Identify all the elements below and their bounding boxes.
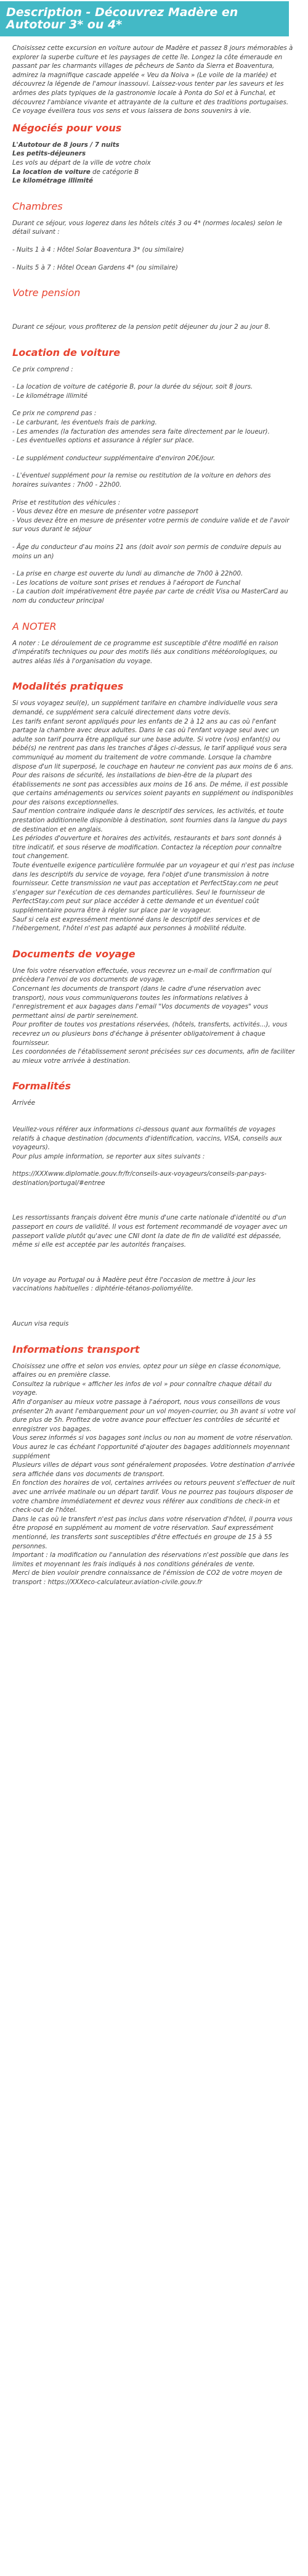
documents-heading: Documents de voyage xyxy=(12,947,136,960)
formalites-visa: Aucun visa requis xyxy=(12,1320,69,1328)
location-heading: Location de voiture xyxy=(12,346,121,358)
negocies-item: Les petits-déjeuners xyxy=(12,150,86,158)
modalites-paragraph: Les périodes d'ouverture et horaires des activités, restaurants et bars sont donnés à titre indicatif, et sous réserve de modification. Contactez la réception pour connaître tout changement. xyxy=(12,835,282,861)
modalites-paragraph: Toute éventuelle exigence particulière formulée par un voyageur et qui n'est pas incluse dans les descriptifs du service de voyage, fera l'objet d'une transmission à notre fournisseur. Cette transmission ne vaut pas acceptation et PerfectStay.com ne peut s'engager sur l'exécution de ces demandes particulières. Seul le fournisseur de PerfectStay.com peut sur place accéder à cette demande et un éventuel coût supplémentaire pourra être à régler sur place par le voyageur. xyxy=(12,862,294,914)
location-prise-item: - Vous devez être en mesure de présenter votre permis de conduire valide et de l'avoir sur vous durant le séjour xyxy=(12,516,290,534)
anoter-text: A noter : Le déroulement de ce programme est susceptible d'être modifié en raison d'impératifs techniques ou pour des motifs liés aux conditions météorologiques, ou autres aléas liés à l'organisation du voyage. xyxy=(12,639,278,665)
pension-text: Durant ce séjour, vous profiterez de la pension petit déjeuner du jour 2 au jour 8. xyxy=(12,323,271,331)
documents-paragraph: Pour profiter de toutes vos prestations réservées, (hôtels, transferts, activités...), vous recevrez un ou plusieurs bons d'échange à présenter obligatoirement à chaque fournisseur. xyxy=(12,1021,288,1047)
formalites-heading: Formalités xyxy=(12,1080,71,1092)
transport-paragraph: Important : la modification ou l'annulation des réservations n'est possible que dans les limites et moyennant les frais indiqués à nos conditions générales de vente. xyxy=(12,1551,289,1568)
documents-paragraph: Concernant les documents de transport (dans le cadre d'une réservation avec transport), nous vous communiquerons toutes les informations relatives à l'enregistrement et aux bagages dans l'email "Vos documents de voyages" vous permettant ainsi de partir sereinement. xyxy=(12,985,269,1020)
modalites-paragraph: Les tarifs enfant seront appliqués pour les enfants de 2 à 12 ans au cas où l'enfant partage la chambre avec deux adultes. Dans le cas où l'enfant voyage seul avec un adulte son tarif pourra être appliqué sur une base adulte. Si votre (vos) enfant(s) ou bébé(s) ne rentrent pas dans les tranches d'âges ci-dessus, le tarif appliqué vous sera communiqué au moment du traitement de votre commande. Lorsque la chambre dispose d'un lit superposé, le couchage en hauteur ne convient pas aux moins de 6 ans. xyxy=(12,717,294,770)
transport-paragraph: En fonction des horaires de vol, certaines arrivées ou retours peuvent s'effectuer de nuit avec une arrivée matinale ou un départ tardif. Vous ne pourrez pas toujours disposer de votre chambre immédiatement et devrez vous référer aux conditions de check-in et check-out de l'hôtel. xyxy=(12,1479,295,1514)
location-prise-charge-item: - La prise en charge est ouverte du lundi au dimanche de 7h00 à 22h00. xyxy=(12,570,243,578)
location-comprend-item: - Le kilométrage illimité xyxy=(12,392,88,400)
formalites-text: Les ressortissants français doivent être munis d'une carte nationale d'identité ou d'un passeport en cours de validité. Il vous est fortement recommandé de voyager avec un passeport valide plutôt qu'avec une CNI dont la date de fin de validité est dépassée, même si elle est acceptée par les autorités françaises. xyxy=(12,1214,288,1249)
pension-heading: Votre pension xyxy=(12,287,81,299)
chambres-item: - Nuits 5 à 7 : Hôtel Ocean Gardens 4* (ou similaire) xyxy=(12,263,178,271)
modalites-paragraph: Si vous voyagez seul(e), un supplément tarifaire en chambre individuelle vous sera demandé, ce supplément sera calculé directement dans votre devis. xyxy=(12,700,278,716)
location-age: - Âge du conducteur d'au moins 21 ans (doit avoir son permis de conduire depuis au moins un an) xyxy=(12,543,282,560)
location-comprend-title: Ce prix comprend : xyxy=(12,365,73,373)
location-prise-item: - Vous devez être en mesure de présenter votre passeport xyxy=(12,508,198,516)
transport-paragraph: Vous serez informés si vos bagages sont inclus ou non au moment de votre réservation. xyxy=(12,1434,293,1442)
location-ne-comprend-item: - Les amendes (la facturation des amendes sera faite directement par le loueur). xyxy=(12,427,270,436)
location-comprend-item: - La location de voiture de catégorie B, pour la durée du séjour, soit 8 jours. xyxy=(12,383,253,391)
anoter-heading: A NOTER xyxy=(12,620,57,632)
chambres-heading: Chambres xyxy=(12,200,63,212)
modalites-paragraph: Sauf si cela est expressément mentionné dans le descriptif des services et de l'hébergement, l'hôtel n'est pas adapté aux personnes à mobilité réduite. xyxy=(12,915,261,933)
negocies-item: Le kilométrage illimité xyxy=(12,177,93,185)
location-ne-comprend-item: - Les éventuelles options et assurance à régler sur place. xyxy=(12,437,195,445)
location-ne-comprend-title: Ce prix ne comprend pas : xyxy=(12,410,97,418)
formalites-text: Veuillez-vous référer aux informations ci-dessous quant aux formalités de voyages relatifs à chaque destination (documents d'identification, vaccins, VISA, conseils aux voyageurs). xyxy=(12,1125,282,1152)
negocies-list xyxy=(12,141,296,186)
formalites-text: Pour plus ample information, se reporter aux sites suivants : xyxy=(12,1152,205,1160)
documents-paragraph: Une fois votre réservation effectuée, vous recevrez un e-mail de confirmation qui précèdera l'envoi de vos documents de voyage. xyxy=(12,967,272,984)
page xyxy=(0,1,308,2576)
location-prise-charge-item: - Les locations de voiture sont prises et rendues à l'aéroport de Funchal xyxy=(12,579,241,587)
negocies-heading: Négociés pour vous xyxy=(12,122,122,134)
negocies-item: La location de voiture de catégorie B xyxy=(12,168,139,176)
location-ne-comprend-item: - Le carburant, les éventuels frais de parking. xyxy=(12,419,157,427)
modalites-paragraph: Sauf mention contraire indiquée dans le descriptif des services, les activités, et toute prestation additionnelle disponible à destination, sont fournies dans la langue du pays de destination et en anglais. xyxy=(12,807,287,833)
description-content xyxy=(0,36,308,1587)
transport-paragraph: Choisissez une offre et selon vos envies, optez pour un siège en classe économique, affaires ou en première classe. xyxy=(12,1362,282,1379)
location-prise-title: Prise et restitution des véhicules : xyxy=(12,498,121,506)
transport-heading: Informations transport xyxy=(12,1343,140,1355)
location-prise-charge-item: - La caution doit impérativement être payée par carte de crédit Visa ou MasterCard au nom du conducteur principal xyxy=(12,588,288,605)
transport-paragraph: Vous aurez le cas échéant l'opportunité d'ajouter des bagages additionnels moyennant supplément xyxy=(12,1443,290,1460)
location-restitution-note: - L'éventuel supplément pour la remise ou restitution de la voiture en dehors des horaires suivantes : 7h00 - 22h00. xyxy=(12,472,271,489)
page-title: Description - Découvrez Madère en Autotour 3* ou 4* xyxy=(0,1,289,36)
transport-paragraph: Merci de bien vouloir prendre connaissance de l'émission de CO2 de votre moyen de transport : https://XXXeco-calculateur.aviation-civile.gouv.fr xyxy=(12,1569,283,1586)
transport-paragraph: Consultez la rubrique « afficher les infos de vol » pour connaître chaque détail du voyage. xyxy=(12,1380,272,1397)
location-supplement: - Le supplément conducteur supplémentaire d'environ 20€/jour. xyxy=(12,454,216,462)
modalites-paragraph: Pour des raisons de sécurité, les installations de bien-être de la plupart des établissements ne sont pas accessibles aux moins de 16 ans. De même, il est possible que certains aménagements ou services soient payants en supplément ou indisponibles pour des raisons exceptionnelles. xyxy=(12,772,294,806)
negocies-item: L'Autotour de 8 jours / 7 nuits xyxy=(12,141,120,149)
formalites-text: Un voyage au Portugal ou à Madère peut être l'occasion de mettre à jour les vaccinations habituelles : diphtérie-tétanos-poliomyélite. xyxy=(12,1276,256,1293)
chambres-item: - Nuits 1 à 4 : Hôtel Solar Boaventura 3* (ou similaire) xyxy=(12,246,184,254)
transport-paragraph: Plusieurs villes de départ vous sont généralement proposées. Votre destination d'arrivée sera affichée dans vos documents de transport. xyxy=(12,1461,295,1478)
chambres-text: Durant ce séjour, vous logerez dans les hôtels cités 3 ou 4* (normes locales) selon le détail suivant : xyxy=(12,219,283,236)
documents-paragraph: Les coordonnées de l'établissement seront précisées sur ces documents, afin de faciliter au mieux votre arrivée à destination. xyxy=(12,1048,295,1065)
negocies-item: Les vols au départ de la ville de votre choix xyxy=(12,159,151,167)
transport-paragraph: Afin d'organiser au mieux votre passage à l'aéroport, nous vous conseillons de vous présenter 2h avant l'embarquement pour un vol moyen-courrier, ou 3h avant si votre vol dure plus de 5h. Profitez de votre avance pour effectuer les contrôles de sécurité et enregistrer vos bagages. xyxy=(12,1398,296,1433)
modalites-heading: Modalités pratiques xyxy=(12,680,124,693)
transport-paragraph: Dans le cas où le transfert n'est pas inclus dans votre réservation d'hôtel, il pourra vous être proposé en supplément au moment de votre réservation. Sauf expressément mentionné, les transferts sont susceptibles d'être effectués en groupe de 15 à 55 personnes. xyxy=(12,1515,293,1550)
intro-text: Choisissez cette excursion en voiture autour de Madère et passez 8 jours mémorables à explorer la superbe culture et les paysages de cette île. Longez la côte émeraude en passant par les charmants villages de pêcheurs de Santo da Sierra et Boaventura, admirez la magnifique cascade appelée « Veu da Noiva » (Le voile de la mariée) et découvrez la légende de l'amour inassouvi. Laissez-vous tenter par les saveurs et les arômes des plats typiques de la gastronomie locale à Ponta do Sol et à Funchal, et découvrez l'ambiance vivante et attrayante de la culture et des traditions portugaises. Ce voyage éveillera tous vos sens et vous laissera de bons souvenirs à vie. xyxy=(12,44,293,115)
formalites-url: https://XXXwww.diplomatie.gouv.fr/fr/conseils-aux-voyageurs/conseils-par-pays-destination/portugal/#entree xyxy=(12,1170,267,1187)
formalites-arrivee: Arrivée xyxy=(12,1099,36,1107)
